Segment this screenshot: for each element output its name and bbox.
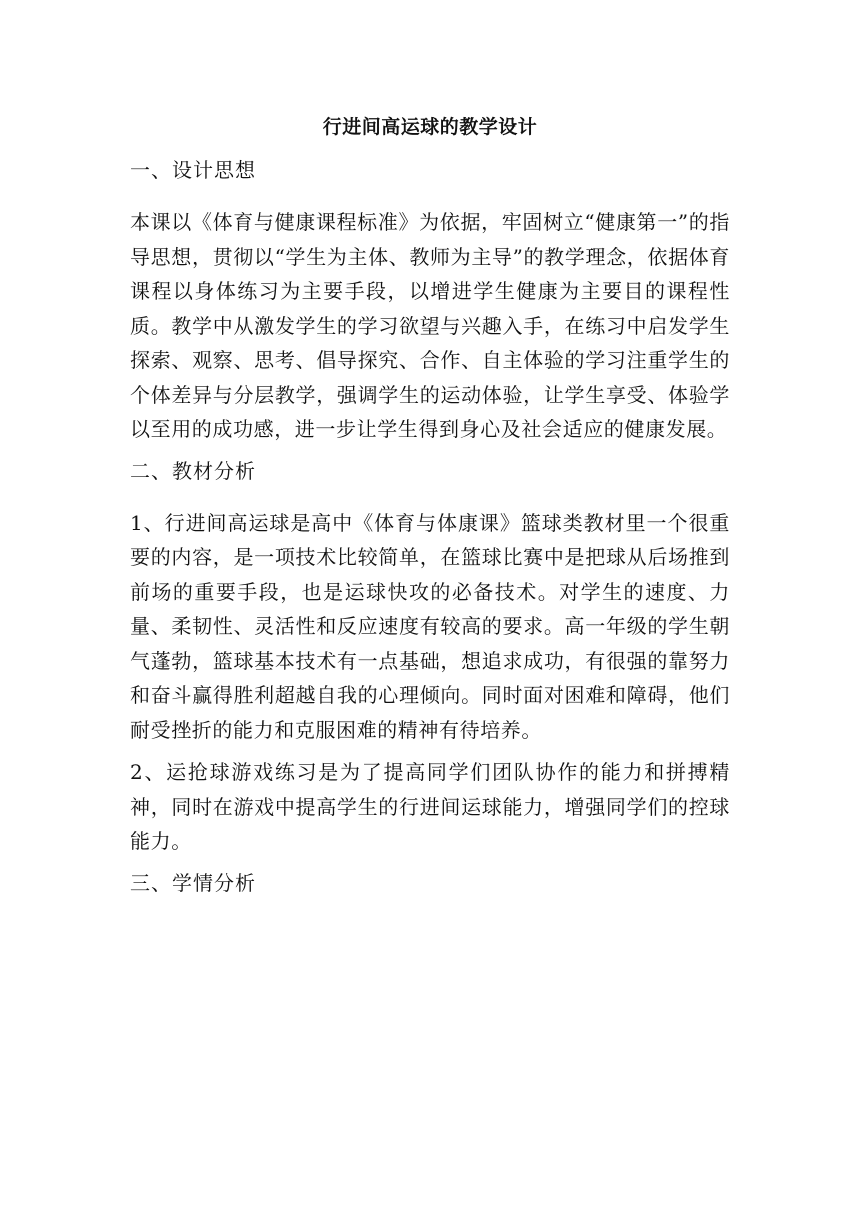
document-title: 行进间高运球的教学设计 xyxy=(322,116,538,138)
section-heading: 一、设计思想 xyxy=(130,158,256,182)
document-body xyxy=(130,112,730,918)
section-heading: 二、教材分析 xyxy=(130,458,256,483)
section-material-analysis xyxy=(130,459,730,859)
paragraph: 2、运抢球游戏练习是为了提高同学们团队协作的能力和拼搏精神，同时在游戏中提高学生的行进间运球能力，增强同学们的控球能力。 xyxy=(130,760,730,853)
section-student-analysis xyxy=(130,871,730,896)
paragraph: 本课以《体育与健康课程标准》为依据，牢固树立“健康第一”的指导思想，贯彻以“学生为主体、教师为主导”的教学理念，依据体育课程以身体练习为主要手段，以增进学生健康为主要目的课程性质。教学中从激发学生的学习欲望与兴趣入手，在练习中启发学生探索、观察、思考、倡导探究、合作、自主体验的学习注重学生的个体差异与分层教学，强调学生的运动体验，让学生享受、体验学以至用的成功感，进一步让学生得到身心及社会适应的健康发展。 xyxy=(130,210,730,441)
paragraph: 1、行进间高运球是高中《体育与体康课》篮球类教材里一个很重要的内容，是一项技术比较简单，在篮球比赛中是把球从后场推到前场的重要手段，也是运球快攻的必备技术。对学生的速度、力量、柔韧性、灵活性和反应速度有较高的要求。高一年级的学生朝气蓬勃，篮球基本技术有一点基础，想追求成功，有很强的靠努力和奋斗赢得胜利超越自我的心理倾向。同时面对困难和障碍，他们耐受挫折的能力和克服困难的精神有待培养。 xyxy=(130,510,730,742)
section-design-idea xyxy=(130,158,730,447)
section-heading: 三、学情分析 xyxy=(130,870,256,895)
